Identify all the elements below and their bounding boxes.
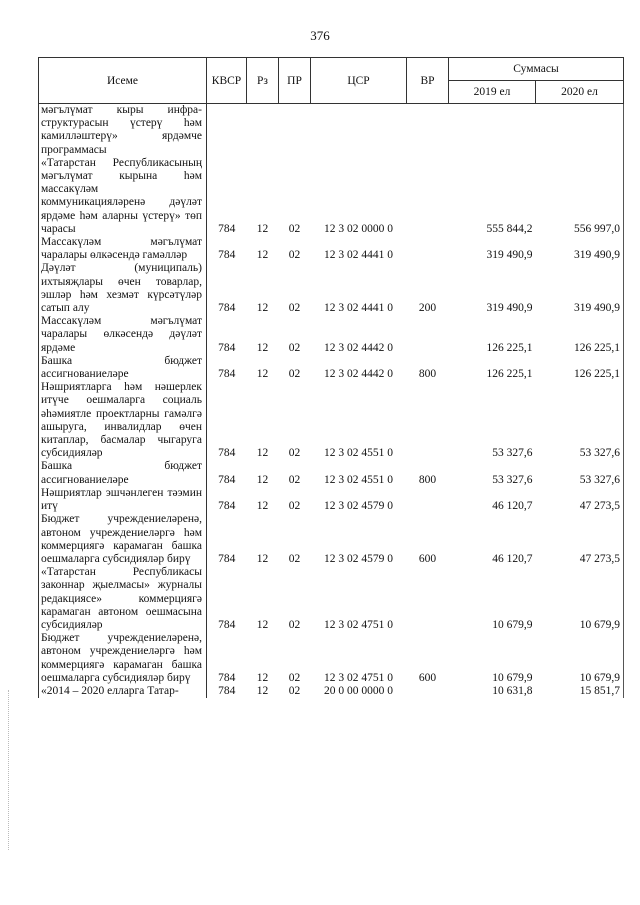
cell-csr: 12 3 02 4441 0 <box>324 249 393 262</box>
cell-csr: 12 3 02 4551 0 <box>324 447 393 460</box>
cell-sum-2019: 46 120,7 <box>492 500 533 513</box>
cell-vr <box>407 236 449 262</box>
cell-sum-2020 <box>536 104 624 157</box>
cell-name: Башка бюджет ассигнованиеләре <box>39 355 207 381</box>
cell-rz: 12 <box>256 552 269 565</box>
table-row <box>39 487 624 513</box>
cell-vr: 200 <box>418 302 437 315</box>
cell-sum-2020: 126 225,1 <box>536 315 624 355</box>
cell-csr: 12 3 02 4579 0 <box>324 552 393 565</box>
header-rz: Рз <box>247 58 279 104</box>
cell-pr: 02 <box>288 671 301 684</box>
cell-sum-2020: 10 679,9 <box>536 632 624 685</box>
table-row <box>39 566 624 632</box>
cell-sum-2020: 319 490,9 <box>536 236 624 262</box>
cell-sum-2019: 10 631,8 <box>492 684 533 697</box>
cell-vr <box>407 487 449 513</box>
cell-kvsr: 784 <box>218 222 236 235</box>
margin-dotted-line <box>8 690 11 850</box>
cell-kvsr: 784 <box>218 447 236 460</box>
cell-kvsr <box>207 104 247 157</box>
header-pr: ПР <box>279 58 311 104</box>
cell-csr: 12 3 02 4579 0 <box>324 500 393 513</box>
cell-kvsr: 784 <box>218 368 236 381</box>
cell-pr: 02 <box>288 368 301 381</box>
cell-name: Башка бюджет ассигнованиеләре <box>39 460 207 486</box>
cell-csr: 12 3 02 4441 0 <box>324 302 393 315</box>
header-vr: ВР <box>407 58 449 104</box>
cell-sum-2020: 47 273,5 <box>536 513 624 566</box>
table-row <box>39 685 624 698</box>
cell-sum-2020: 47 273,5 <box>536 487 624 513</box>
cell-sum-2020: 126 225,1 <box>536 355 624 381</box>
header-sums: Суммасы <box>449 58 624 81</box>
cell-rz: 12 <box>256 447 269 460</box>
cell-vr: 600 <box>418 671 437 684</box>
cell-kvsr: 784 <box>218 500 236 513</box>
table-row <box>39 513 624 566</box>
cell-rz: 12 <box>256 249 269 262</box>
cell-name: «Татарстан Республикасының мәгълүмат кырына һәм массакүләм коммуникацияләренә дәүләт ярдәме һәм аларны үстерү» төп чарасы <box>39 157 207 236</box>
table-body <box>39 104 624 699</box>
cell-name: Бюджет учреждениеләренә, автоном учреждениеләргә һәм коммерциягә карамаган башка оешмаларга субсидияләр бирү <box>39 513 207 566</box>
table-row <box>39 315 624 355</box>
header-name: Исеме <box>39 58 207 104</box>
cell-pr: 02 <box>288 302 301 315</box>
cell-rz <box>247 104 279 157</box>
table-row <box>39 157 624 236</box>
cell-name: «2014 – 2020 елларга Татар- <box>39 685 207 698</box>
cell-rz: 12 <box>256 473 269 486</box>
table-header <box>39 58 624 104</box>
cell-vr <box>407 381 449 460</box>
cell-sum-2019: 10 679,9 <box>492 618 533 631</box>
cell-vr <box>407 104 449 157</box>
cell-pr: 02 <box>288 222 301 235</box>
cell-pr: 02 <box>288 473 301 486</box>
cell-csr: 12 3 02 4751 0 <box>324 671 393 684</box>
cell-vr <box>407 685 449 698</box>
cell-vr <box>407 566 449 632</box>
cell-pr: 02 <box>288 552 301 565</box>
cell-kvsr: 784 <box>218 302 236 315</box>
cell-pr: 02 <box>288 684 301 697</box>
cell-pr: 02 <box>288 500 301 513</box>
cell-name: Нәшриятлар эшчәнлеген тәэмин итү <box>39 487 207 513</box>
table-row <box>39 460 624 486</box>
cell-sum-2019: 319 490,9 <box>486 249 533 262</box>
header-year-2020: 2020 ел <box>536 81 624 104</box>
cell-vr: 600 <box>418 552 437 565</box>
cell-vr <box>407 157 449 236</box>
header-csr: ЦСР <box>311 58 407 104</box>
cell-sum-2019: 53 327,6 <box>492 473 533 486</box>
cell-sum-2019: 53 327,6 <box>492 447 533 460</box>
cell-rz: 12 <box>256 684 269 697</box>
cell-sum-2019: 10 679,9 <box>492 671 533 684</box>
cell-rz: 12 <box>256 341 269 354</box>
cell-pr: 02 <box>288 249 301 262</box>
cell-pr: 02 <box>288 618 301 631</box>
cell-sum-2020: 53 327,6 <box>536 460 624 486</box>
page-number: 376 <box>310 28 330 43</box>
cell-rz: 12 <box>256 500 269 513</box>
cell-kvsr: 784 <box>218 671 236 684</box>
budget-table <box>38 57 624 698</box>
cell-sum-2020: 556 997,0 <box>536 157 624 236</box>
cell-csr: 20 0 00 0000 0 <box>324 684 393 697</box>
table-row <box>39 104 624 157</box>
cell-csr: 12 3 02 4442 0 <box>324 368 393 381</box>
header-kvsr: КВСР <box>207 58 247 104</box>
cell-name: «Татарстан Республикасы законнар җыелмасы» журналы редакциясе» коммерциягә карамаган автоном оешмасына субсидияләр <box>39 566 207 632</box>
cell-sum-2019: 126 225,1 <box>486 368 533 381</box>
cell-pr: 02 <box>288 447 301 460</box>
cell-kvsr: 784 <box>218 341 236 354</box>
cell-kvsr: 784 <box>218 473 236 486</box>
cell-csr: 12 3 02 0000 0 <box>324 222 393 235</box>
cell-name: Бюджет учреждениеләренә, автоном учреждениеләргә һәм коммерциягә карамаган башка оешмаларга субсидияләр бирү <box>39 632 207 685</box>
cell-name: Массакүләм мәгълүмат чаралары өлкәсендә гамәлләр <box>39 236 207 262</box>
cell-kvsr: 784 <box>218 684 236 697</box>
cell-vr <box>407 315 449 355</box>
cell-pr: 02 <box>288 341 301 354</box>
cell-name: мәгълүмат кыры инфра-структурасын үстерү һәм камилләштерү» ярдәмче программасы <box>39 104 207 157</box>
table-row <box>39 381 624 460</box>
cell-sum-2019: 319 490,9 <box>486 302 533 315</box>
cell-rz: 12 <box>256 671 269 684</box>
cell-sum-2019: 46 120,7 <box>492 552 533 565</box>
table-row <box>39 355 624 381</box>
header-year-2019: 2019 ел <box>449 81 536 104</box>
cell-csr: 12 3 02 4751 0 <box>324 618 393 631</box>
cell-csr: 12 3 02 4442 0 <box>324 341 393 354</box>
cell-name: Нәшриятларга һәм нәшерлек итүче оешмаларга социаль әһәмиятле проектларны гамәлгә ашыруга, инвалидлар өчен китаплар, басмалар чыгаруга субсидияләр <box>39 381 207 460</box>
cell-rz: 12 <box>256 368 269 381</box>
cell-name: Дәүләт (муниципаль) ихтыяҗлары өчен товарлар, эшләр һәм хезмәт күрсәтүләр сатып алу <box>39 262 207 315</box>
cell-csr <box>311 104 407 157</box>
cell-kvsr: 784 <box>218 618 236 631</box>
cell-csr: 12 3 02 4551 0 <box>324 473 393 486</box>
table-row <box>39 632 624 685</box>
table-row <box>39 262 624 315</box>
cell-rz: 12 <box>256 618 269 631</box>
cell-sum-2019: 555 844,2 <box>486 222 533 235</box>
cell-sum-2020: 15 851,7 <box>536 685 624 698</box>
cell-sum-2020: 53 327,6 <box>536 381 624 460</box>
cell-kvsr: 784 <box>218 249 236 262</box>
cell-sum-2020: 319 490,9 <box>536 262 624 315</box>
table-row <box>39 236 624 262</box>
cell-vr: 800 <box>418 368 437 381</box>
cell-rz: 12 <box>256 302 269 315</box>
cell-rz: 12 <box>256 222 269 235</box>
cell-kvsr: 784 <box>218 552 236 565</box>
cell-vr: 800 <box>418 473 437 486</box>
cell-pr <box>279 104 311 157</box>
cell-name: Массакүләм мәгълүмат чаралары өлкәсендә дәүләт ярдәме <box>39 315 207 355</box>
cell-sum-2019 <box>449 104 536 157</box>
cell-sum-2020: 10 679,9 <box>536 566 624 632</box>
cell-sum-2019: 126 225,1 <box>486 341 533 354</box>
